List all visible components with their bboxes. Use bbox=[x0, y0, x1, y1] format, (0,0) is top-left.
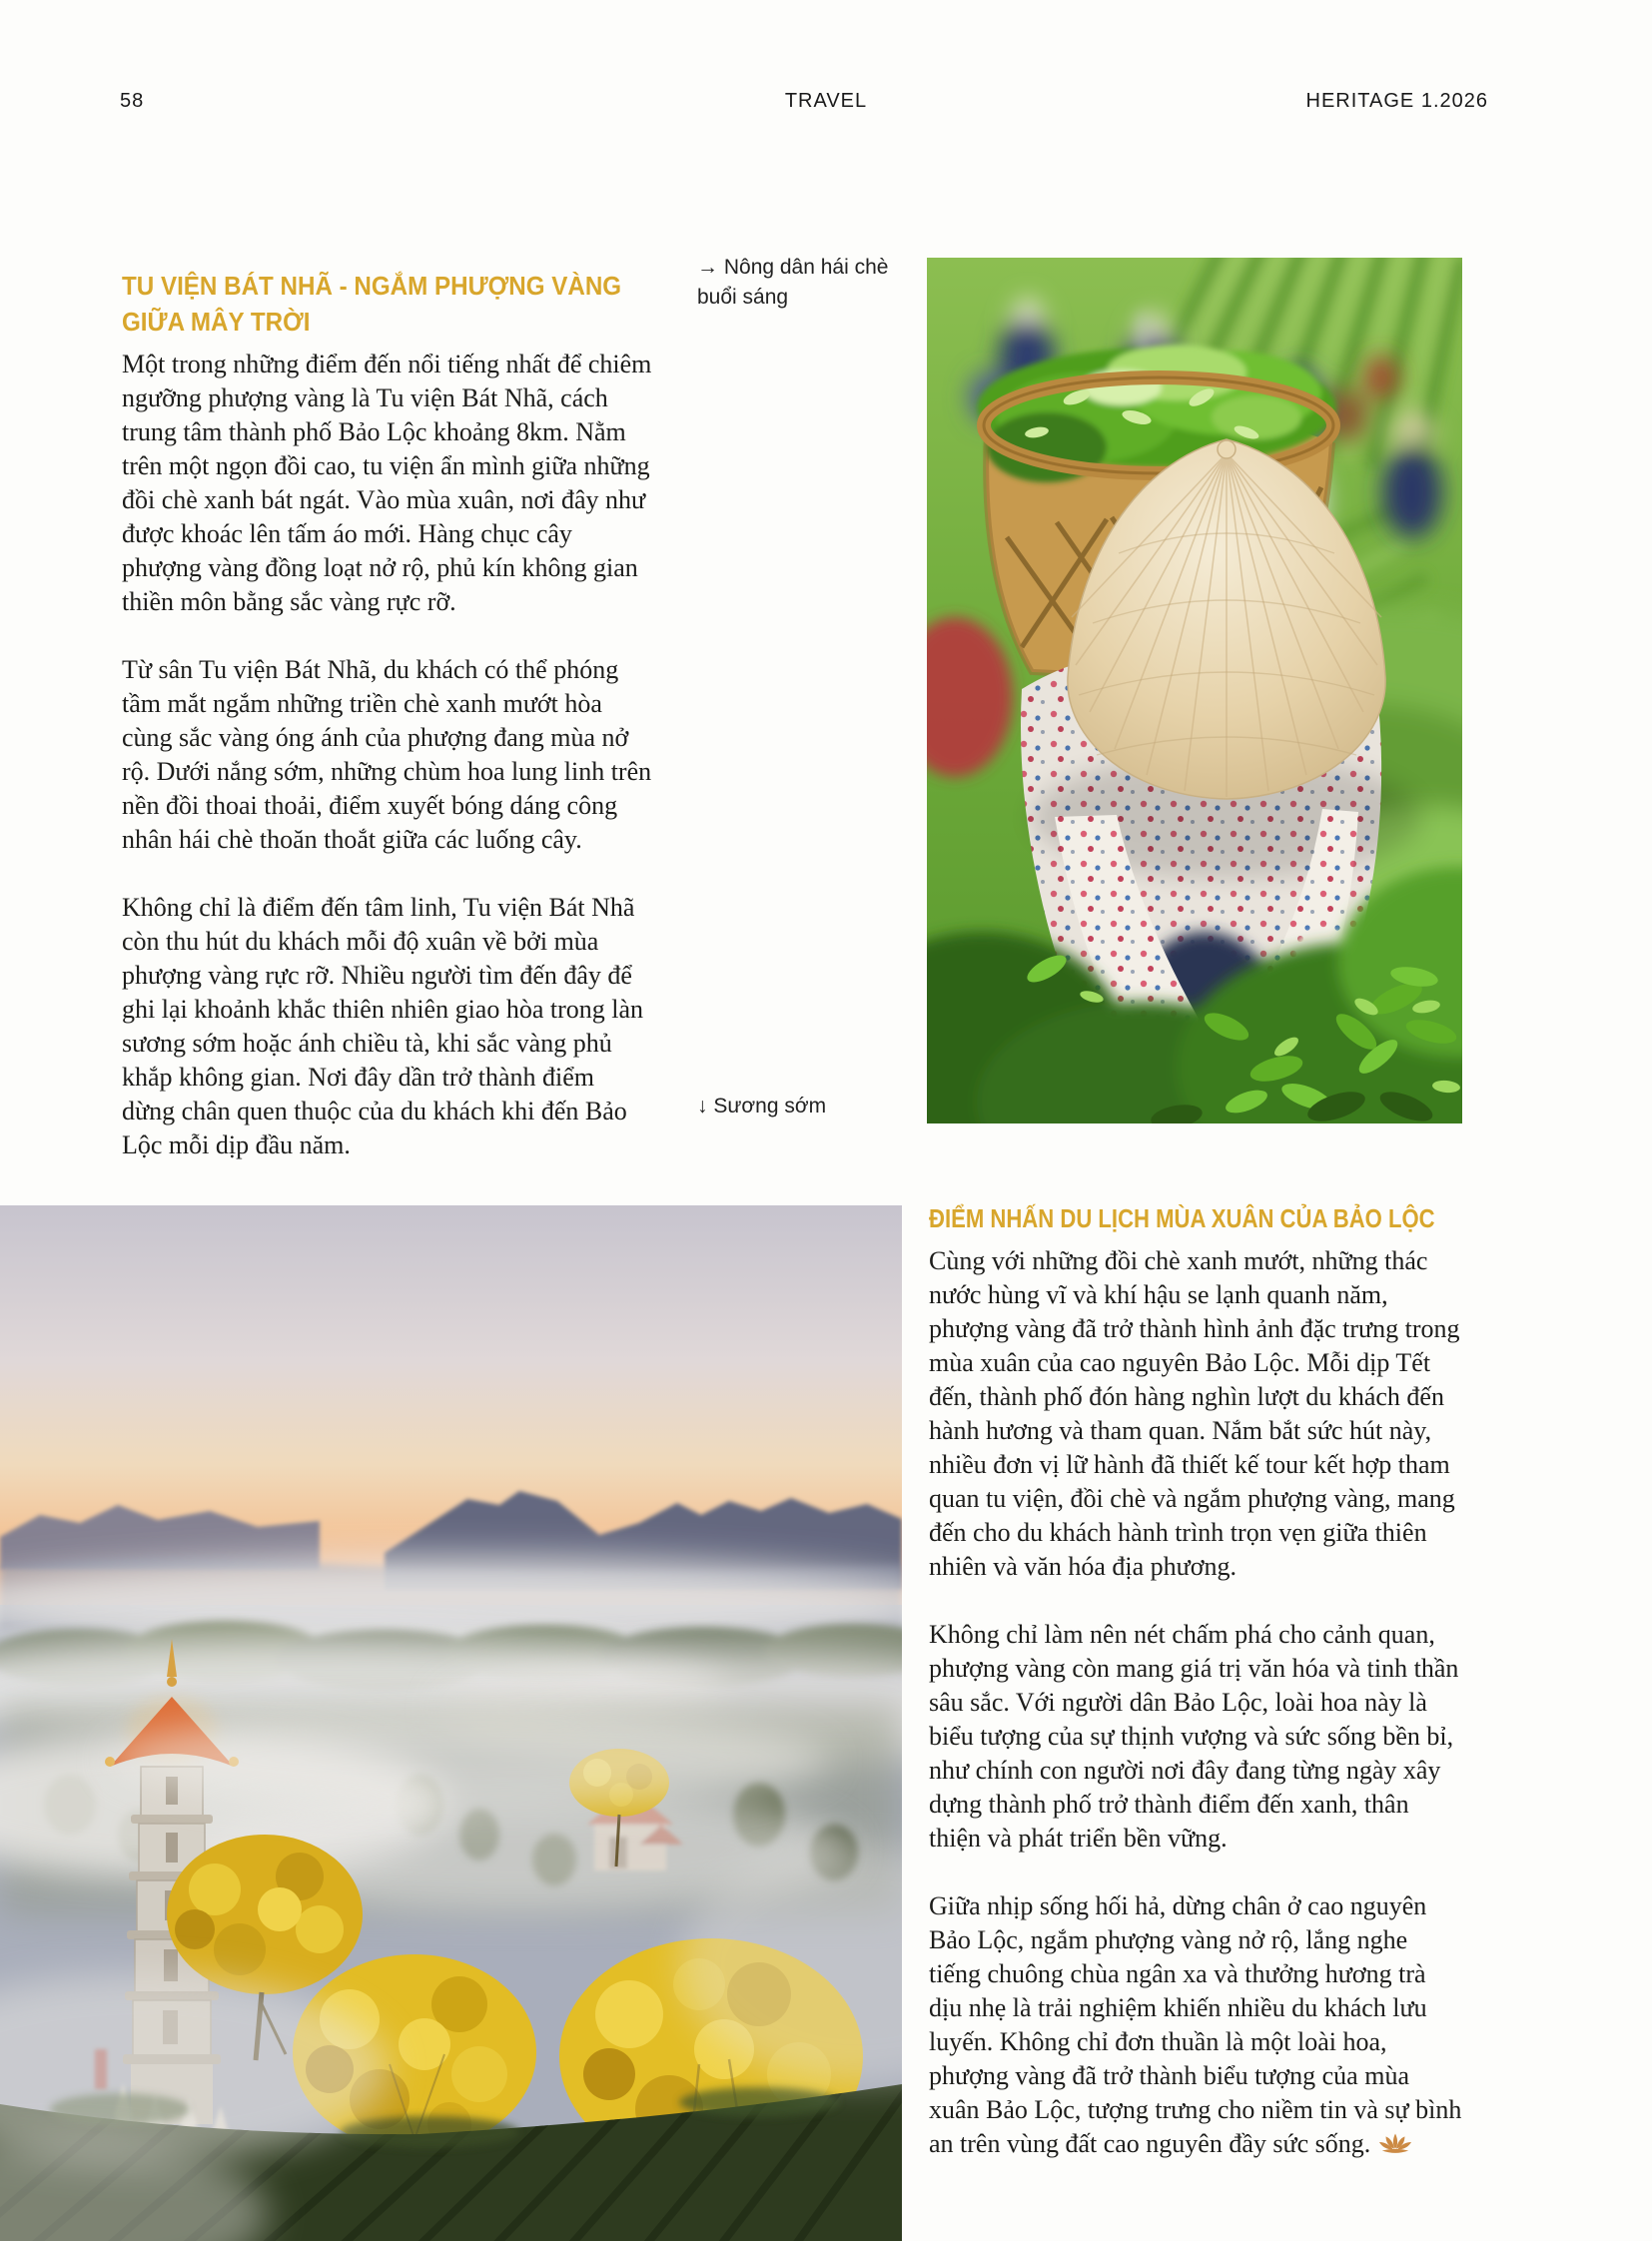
article-paragraph: Không chỉ là điểm đến tâm linh, Tu viện Bát Nhã còn thu hút du khách mỗi độ xuân về bởi mùa phượng vàng rực rỡ. Nhiều người tìm đến đây để ghi lại khoảnh khắc thiên nhiên giao hòa trong làn sương sớm hoặc ánh chiều tà, khi sắc vàng phủ khắp không gian. Nơi đây dần trở thành điểm dừng chân quen thuộc của du khách khi đến Bảo Lộc mỗi dịp đầu năm. bbox=[122, 893, 644, 1159]
article-paragraph: Không chỉ làm nên nét chấm phá cho cảnh quan, phượng vàng còn mang giá trị văn hóa và tinh thần sâu sắc. Với người dân Bảo Lộc, loài hoa này là biểu tượng của sự thịnh vượng và sức sống bền bỉ, như chính con người nơi đây đang từng ngày xây dựng thành phố trở thành điểm đến xanh, thân thiện và phát triển bền vững. bbox=[929, 1620, 1459, 1853]
article-right-title: ĐIỂM NHẤN DU LỊCH MÙA XUÂN CỦA BẢO LỘC bbox=[929, 1203, 1435, 1233]
article-left-title-line1: TU VIỆN BÁT NHÃ - NGẮM PHƯỢNG VÀNG bbox=[122, 271, 622, 301]
caption-mist-text: Sương sớm bbox=[713, 1095, 827, 1118]
article-paragraph: Cùng với những đồi chè xanh mướt, những thác nước hùng vĩ và khí hậu se lạnh quanh năm, phượng vàng đã trở thành hình ảnh đặc trưng trong mùa xuân của cao nguyên Bảo Lộc. Mỗi dịp Tết đến, thành phố đón hàng nghìn lượt du khách đến hành hương và tham quan. Nắm bắt sức hút này, nhiều đơn vị lữ hành đã thiết kế tour kết hợp tham quan tu viện, đồi chè và ngắm phượng vàng, mang đến cho du khách hành trình trọn vẹn giữa thiên nhiên và văn hóa địa phương. bbox=[929, 1246, 1460, 1581]
article-right bbox=[929, 1200, 1462, 2163]
article-left-title bbox=[122, 268, 653, 340]
article-left-title-line2: GIỮA MÂY TRỜI bbox=[122, 307, 311, 337]
article-paragraph: Một trong những điểm đến nổi tiếng nhất để chiêm ngưỡng phượng vàng là Tu viện Bát Nhã, cách trung tâm thành phố Bảo Lộc khoảng 8km. Nằm trên một ngọn đồi cao, tu viện ẩn mình giữa những đồi chè xanh bát ngát. Vào mùa xuân, nơi đây như được khoác lên tấm áo mới. Hàng chục cây phượng vàng đồng loạt nở rộ, phủ kín không gian thiền môn bằng sắc vàng rực rỡ. bbox=[122, 350, 652, 616]
page-number: 58 bbox=[120, 90, 145, 112]
issue-label: HERITAGE 1.2026 bbox=[1305, 90, 1488, 112]
caption-mist-photo bbox=[697, 1092, 912, 1121]
tea-harvest-photo bbox=[927, 258, 1462, 1123]
article-paragraph: Từ sân Tu viện Bát Nhã, du khách có thể phóng tầm mắt ngắm những triền chè xanh mướt hòa cùng sắc vàng óng ánh của phượng đang mùa nở rộ. Dưới nắng sớm, những chùm hoa lung linh trên nền đồi thoai thoải, điểm xuyết bóng dáng công nhân hái chè thoăn thoắt giữa các luống cây. bbox=[122, 655, 652, 854]
lotus-end-mark-icon bbox=[1378, 2129, 1412, 2163]
down-arrow-icon: ↓ bbox=[697, 1095, 708, 1118]
misty-pagoda-photo bbox=[0, 1205, 902, 2241]
section-title: TRAVEL bbox=[784, 90, 868, 112]
article-paragraph: Giữa nhịp sống hối hả, dừng chân ở cao nguyên Bảo Lộc, ngắm phượng vàng nở rộ, lắng nghe tiếng chuông chùa ngân xa và thưởng hương trà dịu nhẹ là trải nghiệm khiến nhiều du khách lưu luyến. Không chỉ đơn thuần là một loài hoa, phượng vàng đã trở thành biểu tượng của mùa xuân Bảo Lộc, tượng trưng cho niềm tin và sự bình an trên vùng đất cao nguyên đầy sức sống. bbox=[929, 1889, 1462, 2163]
right-arrow-icon: → bbox=[697, 256, 718, 279]
article-left bbox=[122, 268, 653, 1162]
caption-tea-text: Nông dân hái chè buổi sáng bbox=[697, 256, 889, 309]
caption-tea-photo bbox=[697, 253, 912, 313]
